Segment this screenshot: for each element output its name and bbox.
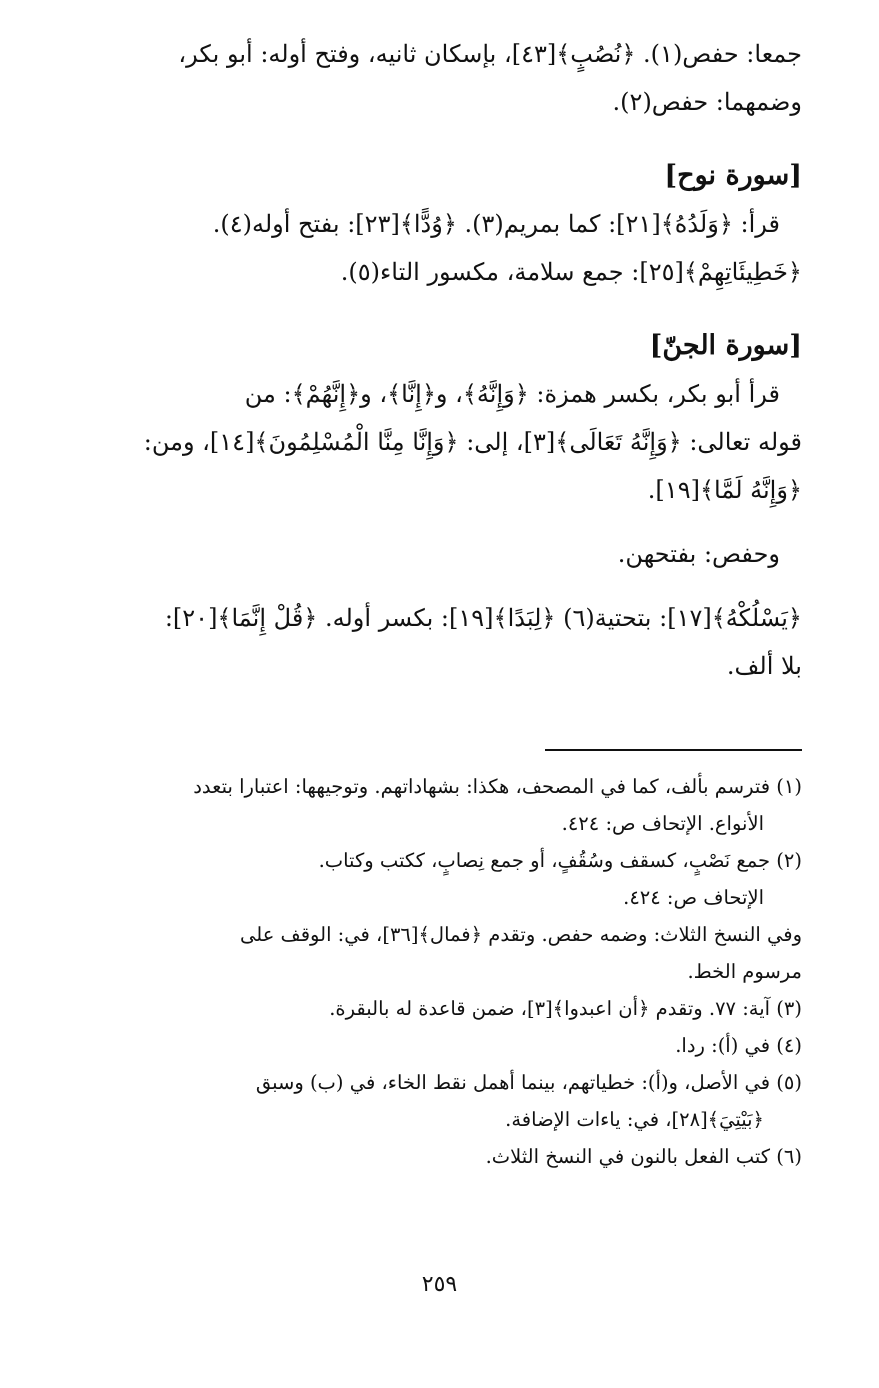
footnote-line: (٦) كتب الفعل بالنون في النسخ الثلاث.: [485, 1145, 802, 1168]
footnote-line: (٣) آية: ٧٧. وتقدم ﴿أن اعبدوا﴾[٣]، ضمن قاعدة له بالبقرة.: [329, 997, 802, 1020]
text-line: قرأ أبو بكر، بكسر همزة: ﴿وَإِنَّهُ﴾، و﴿إِنَّا﴾، و﴿إِنَّهُمْ﴾: من: [244, 380, 780, 408]
text-line: قرأ: ﴿وَلَدُهُ﴾[٢١]: كما بمريم(٣). ﴿وُدًّا﴾[٢٣]: بفتح أوله(٤).: [212, 210, 780, 238]
footnote-line: الإتحاف ص: ٤٢٤.: [623, 886, 764, 909]
text-line: بلا ألف.: [726, 652, 802, 680]
footnote-line: مرسوم الخط.: [687, 960, 802, 983]
page-number: ٢٥٩: [421, 1272, 458, 1297]
footnote-line: (٢) جمع نَصْبٍ، كسقف وسُقُفٍ، أو جمع نِصابٍ، ككتب وكتاب.: [318, 849, 802, 872]
text-line: جمعا: حفص(١). ﴿نُصُبٍ﴾[٤٣]، بإسكان ثانيه، وفتح أوله: أبو بكر،: [178, 40, 802, 68]
footnote-line: وفي النسخ الثلاث: وضمه حفص. وتقدم ﴿فمال﴾[٣٦]، في: الوقف على: [240, 923, 802, 946]
text-line: وحفص: بفتحهن.: [617, 540, 780, 568]
footnote-line: (٥) في الأصل، و(أ): خطياتهم، بينما أهمل نقط الخاء، في (ب) وسبق: [255, 1071, 802, 1094]
footnote: [80, 1027, 802, 1064]
footnote-line: ﴿بَيْتِيَ﴾[٢٨]، في: ياءات الإضافة.: [505, 1108, 764, 1131]
footnote-line: (١) فترسم بألف، كما في المصحف، هكذا: بشهاداتهم. وتوجيهها: اعتبارا بتعدد: [193, 775, 802, 798]
text-line: ﴿وَإِنَّهُ لَمَّا﴾[١٩].: [647, 476, 802, 504]
section-heading-jinn: [سورة الجنّ]: [649, 330, 802, 361]
footnotes: [80, 768, 802, 1175]
footnote: [80, 1064, 802, 1138]
text-line: وضمهما: حفص(٢).: [612, 88, 802, 116]
text-line: ﴿خَطِيئَاتِهِمْ﴾[٢٥]: جمع سلامة، مكسور التاء(٥).: [340, 258, 802, 286]
main-text: [80, 30, 802, 690]
section-heading-nuh: [سورة نوح]: [664, 160, 802, 191]
footnote-line: (٤) في (أ): ردا.: [675, 1034, 802, 1057]
text-line: قوله تعالى: ﴿وَإِنَّهُ تَعَالَى﴾[٣]، إلى: ﴿وَإِنَّا مِنَّا الْمُسْلِمُونَ﴾[١٤]، ومن:: [143, 428, 802, 456]
text-line: ﴿يَسْلُكْهُ﴾[١٧]: بتحتية(٦) ﴿لِبَدًا﴾[١٩]: بكسر أوله. ﴿قُلْ إِنَّمَا﴾[٢٠]:: [164, 604, 802, 632]
footnote: [80, 768, 802, 842]
footnote: [80, 842, 802, 916]
footnote: [80, 916, 802, 990]
footnote-line: الأنواع. الإتحاف ص: ٤٢٤.: [561, 812, 764, 835]
footnote-divider: [545, 749, 802, 751]
footnote: [80, 990, 802, 1027]
footnote: [80, 1138, 802, 1175]
